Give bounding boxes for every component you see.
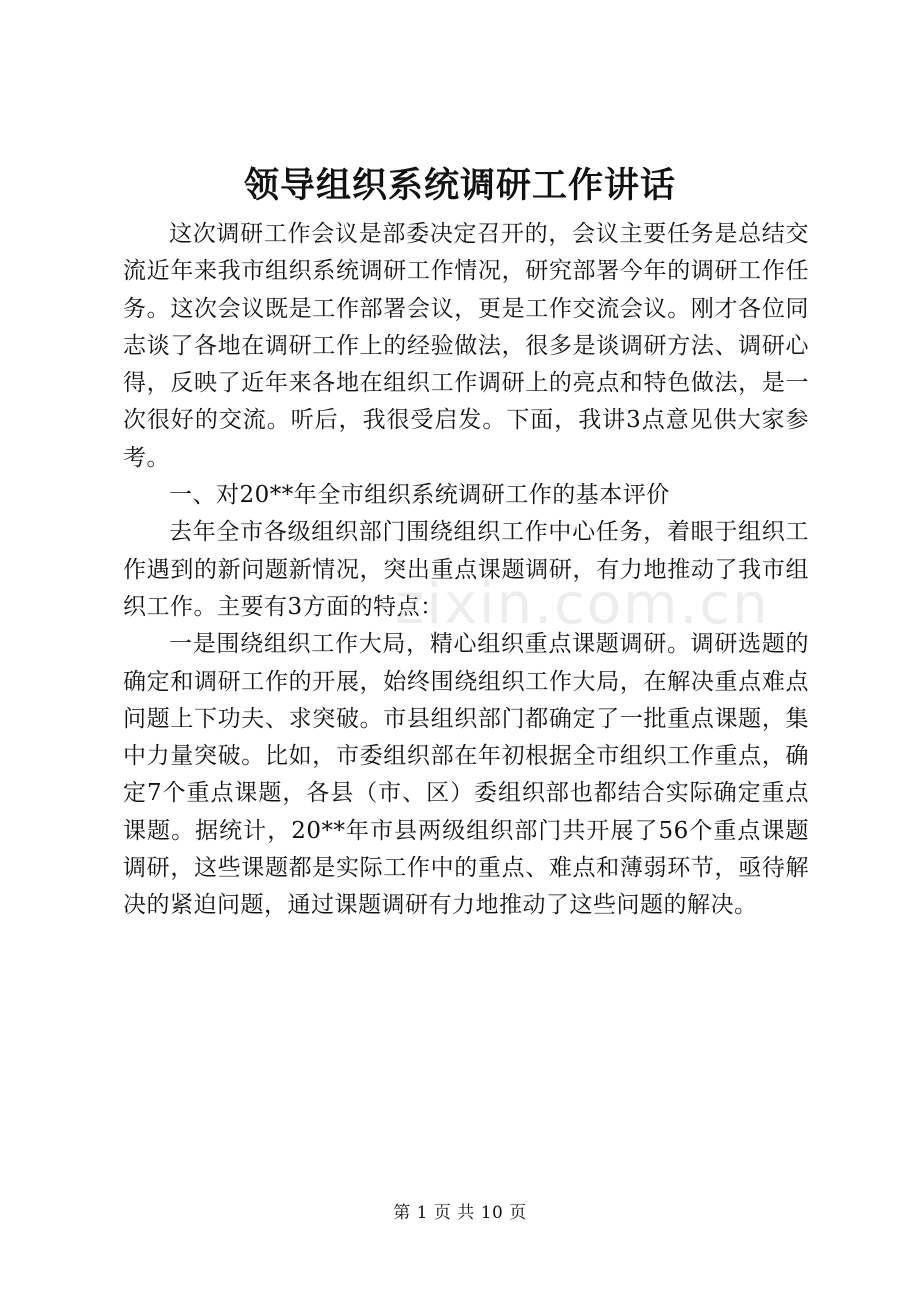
watermark: zixin.com.cn <box>395 572 770 637</box>
paragraph-intro: 这次调研工作会议是部委决定召开的，会议主要任务是总结交流近年来我市组织系统调研工作情况，研究部署今年的调研工作任务。这次会议既是工作部署会议，更是工作交流会议。刚才各位同志谈了各地在调研工作上的经验做法，很多是谈调研方法、调研心得，反映了近年来各地在组织工作调研上的亮点和特色做法，是一次很好的交流。听后，我很受启发。下面，我讲3点意见供大家参考。 <box>123 221 809 471</box>
document-title: 领导组织系统调研工作讲话 <box>243 165 676 206</box>
page-footer: 第 1 页 共 10 页 <box>393 1203 527 1223</box>
document-body <box>123 216 809 925</box>
section-heading-1: 一、对20**年全市组织系统调研工作的基本评价 <box>169 482 670 509</box>
paragraph-point-1: 一是围绕组织工作大局，精心组织重点课题调研。调研选题的确定和调研工作的开展，始终围绕组织工作大局，在解决重点难点问题上下功夫、求突破。市县组织部门都确定了一批重点课题，集中力量突破。比如，市委组织部在年初根据全市组织工作重点，确定7个重点课题，各县（市、区）委组织部也都结合实际确定重点课题。据统计，20**年市县两级组织部门共开展了56个重点课题调研，这些课题都是实际工作中的重点、难点和薄弱环节，亟待解决的紧迫问题，通过课题调研有力地推动了这些问题的解决。 <box>123 631 809 919</box>
paragraph-overview: 去年全市各级组织部门围绕组织工作中心任务，着眼于组织工作遇到的新问题新情况，突出重点课题调研，有力地推动了我市组织工作。主要有3方面的特点： <box>123 519 809 620</box>
